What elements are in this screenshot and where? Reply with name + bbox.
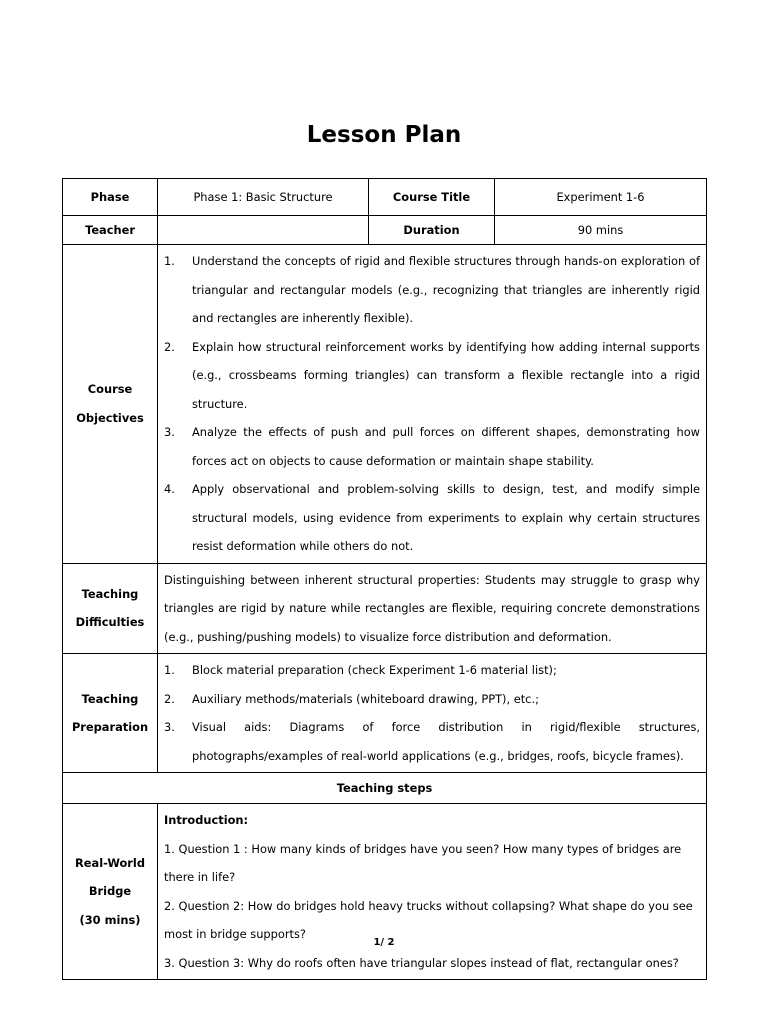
difficulties-content (158, 563, 707, 654)
teacher-label: Teacher (63, 216, 158, 245)
duration-value: 90 mins (495, 216, 707, 245)
list-item: 2. Explain how structural reinforcement works by identifying how adding internal supports (e.g., crossbeams forming triangles) can transform a flexible rectangle into a rigid structure. (164, 339, 700, 411)
list-item: 3. Visual aids: Diagrams of force distribution in rigid/flexible structures, photographs/examples of real-world applications (e.g., bridges, roofs, bicycle frames). (164, 720, 700, 763)
question-item: 3. Question 3: Why do roofs often have triangular slopes instead of flat, rectangular ones? (164, 955, 679, 970)
list-item: 1. Understand the concepts of rigid and flexible structures through hands-on exploration of triangular and rectangular models (e.g., recognizing that triangles are inherently rigid and rectangles are inherently flexible). (164, 254, 700, 325)
course-title-value: Experiment 1-6 (495, 179, 707, 216)
list-item: 2. Auxiliary methods/materials (whiteboard drawing, PPT), etc.; (164, 691, 539, 706)
preparation-list (164, 656, 700, 770)
introduction-heading: Introduction: (164, 813, 249, 827)
question-item: 2. Question 2: How do bridges hold heavy trucks without collapsing? What shape do you see most in bridge supports? (164, 898, 693, 941)
list-item: 3. Analyze the effects of push and pull forces on different shapes, demonstrating how forces act on objects to cause deformation or maintain shape stability. (164, 425, 700, 468)
objectives-row (63, 245, 707, 564)
objectives-list (164, 247, 700, 561)
preparation-row (63, 654, 707, 773)
page-title: Lesson Plan (306, 122, 462, 148)
duration-label: Duration (369, 216, 495, 245)
difficulties-label (63, 563, 158, 654)
objectives-label-line2: Objectives (76, 410, 144, 425)
real-world-label (63, 804, 158, 980)
teaching-steps-heading: Teaching steps (63, 773, 707, 804)
list-item: 4. Apply observational and problem-solving skills to design, test, and modify simple structural models, using evidence from experiments to explain why certain structures resist deformation while others do not. (164, 482, 700, 553)
phase-row (63, 179, 707, 216)
objectives-label (63, 245, 158, 564)
page-number: 1/ 2 (373, 937, 395, 948)
teacher-value (158, 216, 369, 245)
difficulties-row (63, 563, 707, 654)
list-item: 1. Block material preparation (check Experiment 1-6 material list); (164, 663, 557, 677)
preparation-content (158, 654, 707, 773)
real-world-label-line2: Bridge (88, 884, 132, 899)
objectives-label-line1: Course (87, 382, 133, 397)
real-world-content (158, 804, 707, 980)
preparation-label-line1: Teaching (81, 691, 139, 706)
teacher-row (63, 216, 707, 245)
real-world-label-line1: Real-World (75, 855, 145, 870)
lesson-plan-table (62, 178, 707, 980)
real-world-label-line3: (30 mins) (79, 912, 141, 927)
steps-heading-row (63, 773, 707, 804)
phase-value: Phase 1: Basic Structure (158, 179, 369, 216)
real-world-row (63, 804, 707, 980)
preparation-label (63, 654, 158, 773)
course-title-label: Course Title (369, 179, 495, 216)
question-item: 1. Question 1 : How many kinds of bridges have you seen? How many types of bridges are there in life? (164, 841, 682, 884)
difficulties-label-line2: Difficulties (75, 615, 145, 630)
difficulties-text: Distinguishing between inherent structural properties: Students may struggle to grasp why triangles are rigid by nature while rectangles are flexible, requiring concrete demonstrations (e.g., pushing/pushing models) to visualize force distribution and deformation. (164, 572, 700, 644)
phase-label: Phase (63, 179, 158, 216)
preparation-label-line2: Preparation (71, 720, 149, 734)
difficulties-label-line1: Teaching (81, 586, 139, 601)
objectives-content (158, 245, 707, 564)
